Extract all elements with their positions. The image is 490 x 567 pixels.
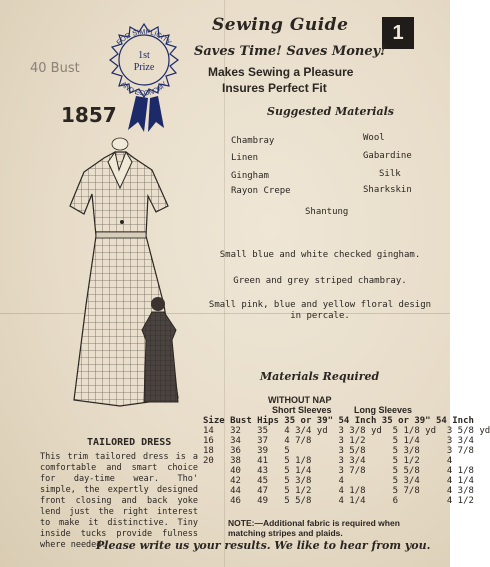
svg-text:AND ECONOMY [119,81,169,98]
fabric-item: Gabardine [363,151,412,161]
dress-title: TAILORED DRESS [87,437,172,448]
table-row: 46 49 5 5/8 4 1/4 6 4 1/2 [203,496,474,506]
fabric-note: Small pink, blue and yellow floral design [208,300,432,310]
fabric-item: Linen [231,153,259,163]
bust-size-label: 40 Bust [30,61,80,76]
fabric-item: Chambray [231,136,275,146]
table-row: 42 45 5 3/8 4 5 3/4 4 1/4 [203,476,474,486]
fabric-note: in percale. [290,311,350,321]
fabric-item: Wool [363,133,385,143]
guide-title: Sewing Guide [212,15,349,35]
table-row: 18 36 39 5 3 5/8 5 3/8 3 7/8 [203,446,474,456]
fabric-item: Gingham [231,171,269,181]
guide-number-badge: 1 [382,17,414,49]
table-row: 14 32 35 4 3/4 yd 3 3/8 yd 5 1/8 yd 3 5/8 yd [203,426,490,436]
fabric-item: Rayon Crepe [231,186,291,196]
table-column-header: Size Bust Hips 35 or 39" 54 Inch 35 or 39" 54 Inch [203,416,474,426]
fabric-item: Shantung [305,207,349,217]
long-sleeves-label: Long Sleeves [354,405,413,415]
subtitle-line-2: Insures Perfect Fit [222,81,327,95]
fabric-note-bottom: NOTE:—Additional fabric is required when matching stripes and plaids. [228,518,400,538]
seal-arc-top: FOR SIMPLICITY [115,28,173,47]
table-row: 40 43 5 1/4 3 7/8 5 5/8 4 1/8 [203,466,474,476]
table-row: 16 34 37 4 7/8 3 1/2 5 1/4 3 3/4 [203,436,474,446]
short-sleeves-label: Short Sleeves [272,405,332,415]
table-row: 20 38 41 5 1/8 3 3/4 5 1/2 4 [203,456,453,466]
fabric-note: Small blue and white checked gingham. [219,250,421,260]
table-row: 44 47 5 1/2 4 1/8 5 7/8 4 3/8 [203,486,474,496]
subtitle-line-1: Makes Sewing a Pleasure [208,65,354,79]
materials-required-heading: Materials Required [260,370,380,383]
footer-message: Please write us your results. We like to hear from you. [96,539,431,552]
suggested-materials-heading: Suggested Materials [267,105,394,118]
pattern-number: 1857 [61,103,117,127]
seal-center-line2: Prize [133,62,155,73]
dress-description: This trim tailored dress is a comfortable and smart choice for day-time wear. Tho' simple, the expertly designed front closing and back yoke lend just the right interest to make it distinctive. Tiny inside tucks provide fulness where needed. [40,452,198,550]
seal-center-line1: 1st [138,50,150,61]
tagline: Saves Time! Saves Money! [194,44,386,59]
without-nap-label: WITHOUT NAP [268,395,332,405]
fabric-item: Silk [379,169,401,179]
fabric-item: Sharkskin [363,185,412,195]
seal-arc-bottom: AND ECONOMY [119,80,169,98]
dress-illustration [60,140,200,430]
fabric-note: Green and grey striped chambray. [233,276,407,286]
